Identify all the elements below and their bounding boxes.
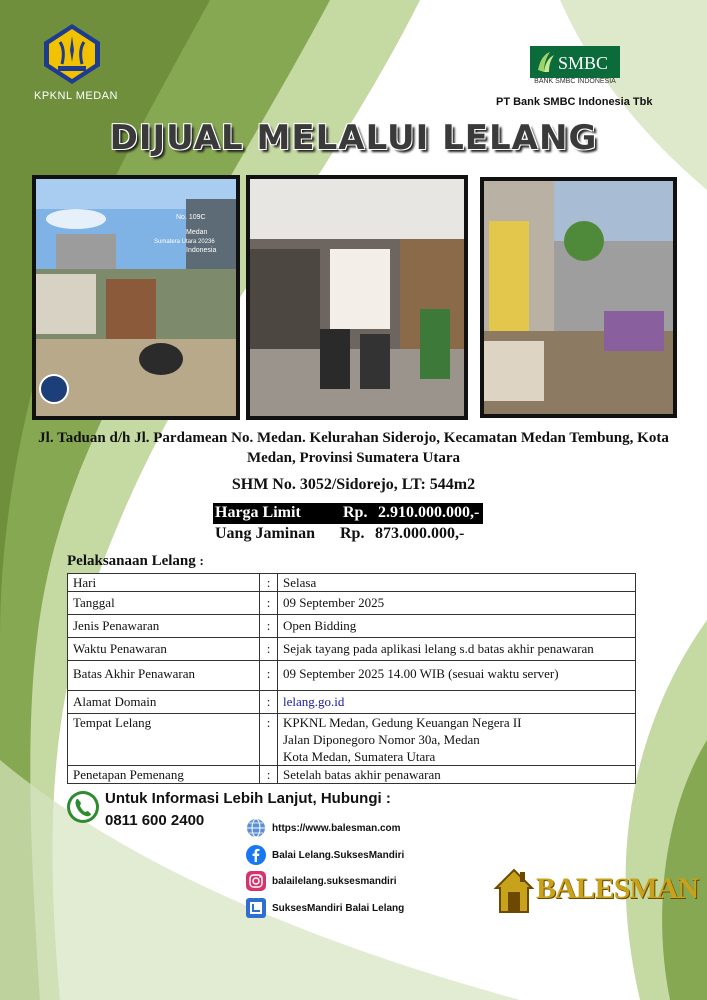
- deposit-amount: 873.000.000,-: [375, 525, 465, 542]
- property-certificate: SHM No. 3052/Sidorejo, LT: 544m2: [231, 476, 476, 493]
- schedule-title: [67, 553, 204, 570]
- table-row: [68, 592, 636, 615]
- table-row: [68, 714, 636, 766]
- row-sep: :: [260, 615, 278, 638]
- schedule-title-colon: :: [199, 553, 204, 568]
- balesman-logo: [492, 862, 699, 918]
- other-link[interactable]: [246, 898, 404, 918]
- website-link[interactable]: [246, 818, 401, 838]
- row-label: Waktu Penawaran: [68, 638, 260, 661]
- website-text: https://www.balesman.com: [272, 822, 401, 834]
- contact-title: Untuk Informasi Lebih Lanjut, Hubungi :: [105, 790, 391, 807]
- instagram-text: balailelang.suksesmandiri: [272, 875, 397, 887]
- row-value: Sejak tayang pada aplikasi lelang s.d batas akhir penawaran: [278, 638, 636, 661]
- row-sep: :: [260, 766, 278, 784]
- venue-line: Kota Medan, Sumatera Utara: [283, 749, 436, 764]
- table-row: [68, 691, 636, 714]
- photo-stamp-line: Sumatera Utara 20236: [154, 239, 215, 245]
- property-address: Jl. Taduan d/h Jl. Pardamean No. Medan. Kelurahan Siderojo, Kecamatan Medan Tembung, Kota Medan, Provinsi Sumatera Utara: [38, 430, 669, 466]
- property-photo-street: [32, 175, 240, 420]
- bank-name: PT Bank SMBC Indonesia Tbk: [496, 96, 653, 108]
- schedule-table: [67, 573, 636, 784]
- row-value: 09 September 2025: [278, 592, 636, 615]
- row-value: [278, 691, 636, 714]
- deposit-row: [213, 524, 503, 544]
- price-limit-row: [213, 503, 483, 524]
- row-sep: :: [260, 638, 278, 661]
- row-sep: :: [260, 574, 278, 592]
- other-text: SuksesMandiri Balai Lelang: [272, 902, 405, 914]
- row-label: Alamat Domain: [68, 691, 260, 714]
- photo-stamp-line: No. 109C: [176, 214, 206, 221]
- photo-stamp-line: Medan: [186, 229, 208, 236]
- row-value: [278, 714, 636, 766]
- table-row: [68, 661, 636, 691]
- row-label: Penetapan Pemenang: [68, 766, 260, 784]
- app-icon: [246, 898, 266, 918]
- row-value: Open Bidding: [278, 615, 636, 638]
- table-row: [68, 574, 636, 592]
- row-sep: :: [260, 592, 278, 615]
- table-row: [68, 638, 636, 661]
- row-sep: :: [260, 661, 278, 691]
- deposit-label: Uang Jaminan: [215, 525, 316, 542]
- kemenkeu-logo: [40, 22, 104, 86]
- row-label: Tanggal: [68, 592, 260, 615]
- phone-icon: [66, 790, 100, 824]
- smbc-logo-mark: [530, 46, 620, 78]
- org-label: KPKNL MEDAN: [34, 90, 118, 102]
- bank-logo: [520, 40, 630, 90]
- price-limit-label: Harga Limit: [215, 504, 301, 521]
- facebook-icon: [246, 845, 266, 865]
- table-row: [68, 615, 636, 638]
- table-row: [68, 766, 636, 784]
- row-value: Setelah batas akhir penawaran: [278, 766, 636, 784]
- price-limit-currency: Rp.: [343, 504, 368, 521]
- row-sep: :: [260, 691, 278, 714]
- row-value: Selasa: [278, 574, 636, 592]
- house-icon: [492, 862, 536, 918]
- facebook-text: Balai Lelang.SuksesMandiri: [272, 849, 405, 861]
- property-photo-yard: [480, 177, 677, 418]
- venue-line: Jalan Diponegoro Nomor 30a, Medan: [283, 732, 480, 747]
- price-limit-amount: 2.910.000.000,-: [378, 504, 480, 521]
- schedule-title-text: Pelaksanaan Lelang: [67, 553, 196, 569]
- instagram-link[interactable]: [246, 871, 397, 891]
- row-sep: :: [260, 714, 278, 766]
- deposit-currency: Rp.: [340, 525, 365, 542]
- balesman-wordmark: BALESMAN: [536, 872, 699, 905]
- globe-icon: [246, 818, 266, 838]
- page-title: DIJUAL MELALUI LELANG: [109, 118, 598, 158]
- property-photo-interior: [246, 175, 468, 420]
- row-label: Tempat Lelang: [68, 714, 260, 766]
- row-value: 09 September 2025 14.00 WIB (sesuai waktu server): [278, 661, 636, 691]
- venue-line: KPKNL Medan, Gedung Keuangan Negera II: [283, 715, 522, 730]
- contact-phone[interactable]: 0811 600 2400: [105, 812, 205, 829]
- domain-link[interactable]: lelang.go.id: [283, 694, 345, 709]
- facebook-link[interactable]: [246, 845, 404, 865]
- row-label: Hari: [68, 574, 260, 592]
- smbc-logo-text: SMBC: [558, 53, 609, 73]
- instagram-icon: [246, 871, 266, 891]
- photo-stamp-line: Indonesia: [186, 247, 217, 254]
- bank-logo-subtext: BANK SMBC INDONESIA: [534, 78, 616, 85]
- row-label: Jenis Penawaran: [68, 615, 260, 638]
- row-label: Batas Akhir Penawaran: [68, 661, 260, 691]
